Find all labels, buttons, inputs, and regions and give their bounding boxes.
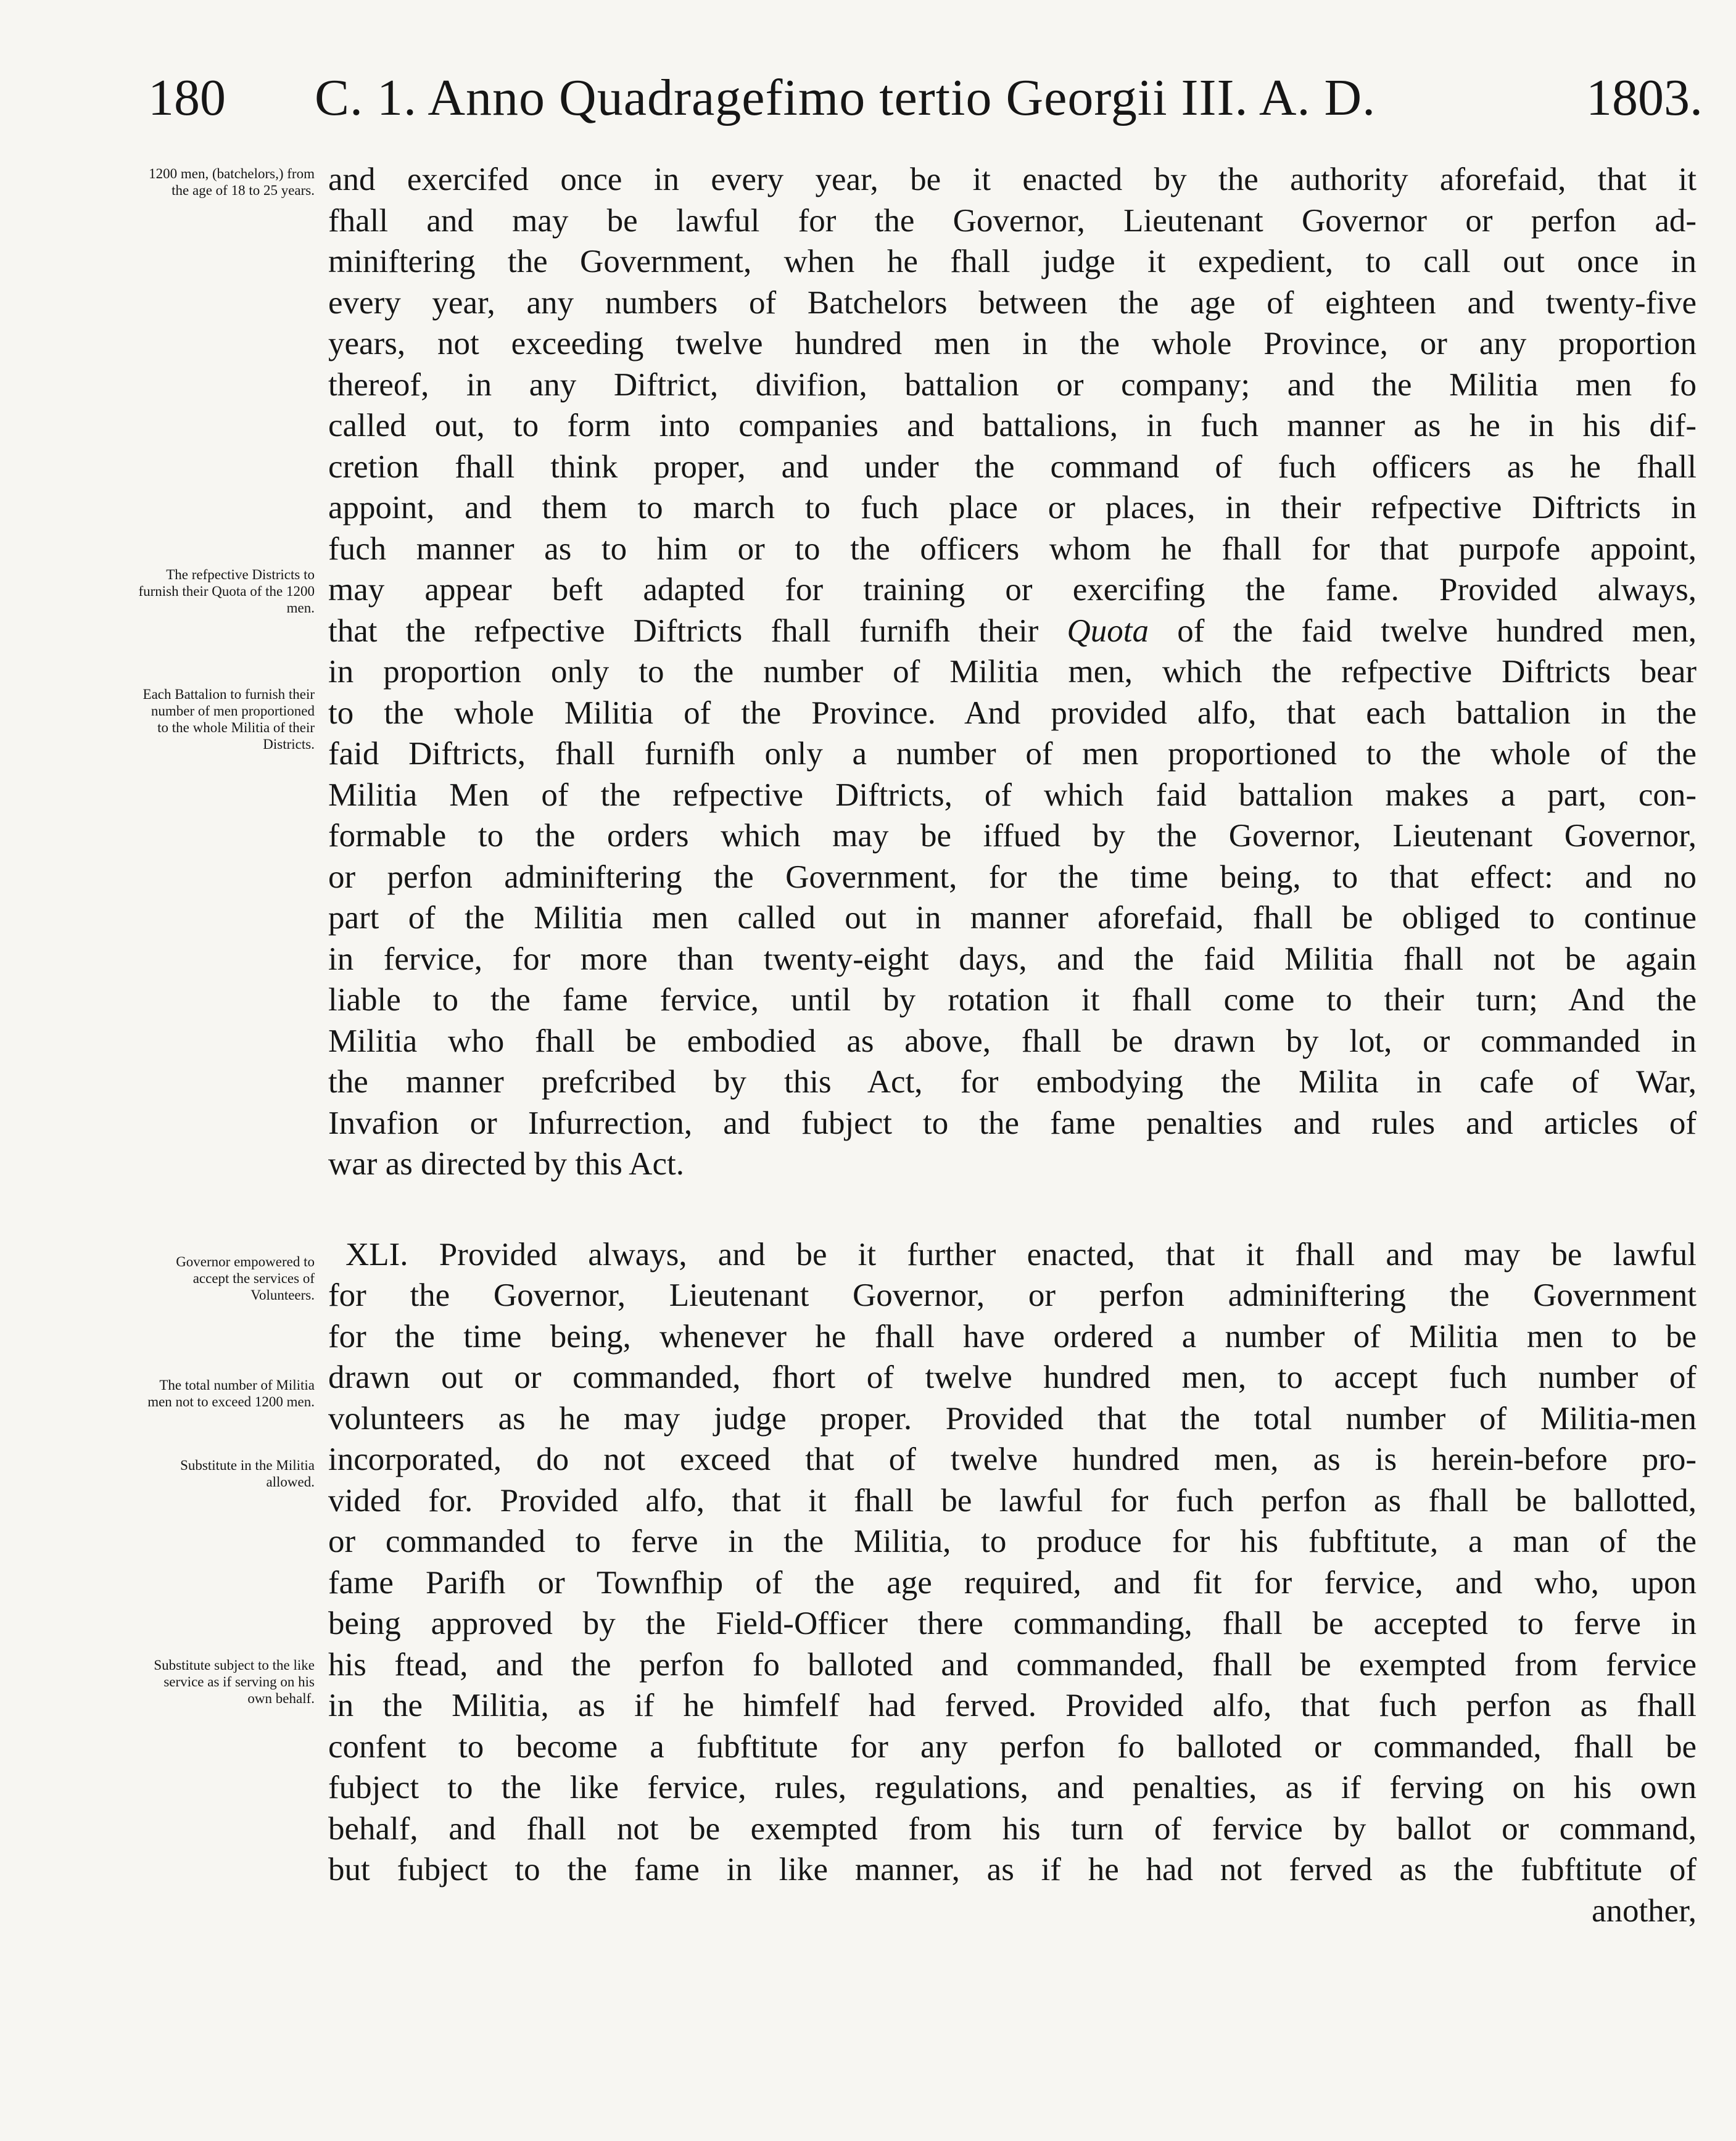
page-number: 180 — [148, 69, 226, 126]
text-line: liable to the fame fervice, until by rotation it fhall come to their turn; And the — [328, 982, 1697, 1018]
paragraph-2 — [328, 1234, 1697, 1932]
page-title: C. 1. Anno Quadragefimo tertio Georgii III. A. D. — [315, 69, 1376, 126]
text-line: fhall and may be lawful for the Governor, Lieutenant Governor or perfon ad- — [328, 202, 1697, 239]
text-line: volunteers as he may judge proper. Provided that the total number of Militia-men — [328, 1400, 1697, 1437]
header-year: 1803. — [1586, 69, 1703, 126]
margin-note: Governor empowered to accept the services of Volunteers. — [176, 1254, 315, 1303]
text-line: for the time being, whenever he fhall have ordered a number of Militia men to be — [328, 1318, 1697, 1355]
text-line: behalf, and fhall not be exempted from his turn of fervice by ballot or command, — [328, 1810, 1697, 1847]
text-line: every year, any numbers of Batchelors between the age of eighteen and twenty-five — [328, 284, 1697, 321]
text-line: fuch manner as to him or to the officers whom he fhall for that purpofe appoint, — [328, 530, 1697, 567]
text-line: years, not exceeding twelve hundred men in the whole Province, or any proportion — [328, 326, 1697, 361]
body-text — [328, 159, 1697, 1931]
margin-note: Substitute subject to the like service as if serving on his own behalf. — [154, 1657, 315, 1706]
text-line: in proportion only to the number of Militia men, which the refpective Diftricts bear — [328, 654, 1697, 690]
text-line: in fervice, for more than twenty-eight days, and the faid Militia fhall not be again — [328, 941, 1697, 977]
margin-note: The refpective Districts to furnish their Quota of the 1200 men. — [138, 567, 315, 616]
text-line: appoint, and them to march to fuch place or places, in their refpective Diftricts in — [328, 490, 1697, 526]
text-line: formable to the orders which may be iffued by the Governor, Lieutenant Governor, — [328, 818, 1697, 854]
running-header — [148, 68, 1703, 136]
text-line: his ftead, and the perfon fo balloted and commanded, fhall be exempted from fervice — [328, 1646, 1697, 1683]
paragraph-gap — [328, 1185, 1697, 1234]
text-line: the manner prefcribed by this Act, for embodying the Milita in cafe of War, — [328, 1064, 1697, 1100]
text-line: XLI. Provided always, and be it further enacted, that it fhall and may be lawful — [345, 1236, 1697, 1273]
text-line: Militia who fhall be embodied as above, fhall be drawn by lot, or commanded in — [328, 1023, 1697, 1059]
text-line: fame Parifh or Townfhip of the age required, and fit for fervice, and who, upon — [328, 1564, 1697, 1601]
text-line: or commanded to ferve in the Militia, to produce for his fubftitute, a man of the — [328, 1524, 1697, 1559]
text-line: incorporated, do not exceed that of twelve hundred men, as is herein-before pro- — [328, 1442, 1697, 1477]
text-line: in the Militia, as if he himfelf had ferved. Provided alfo, that fuch perfon as fhall — [328, 1688, 1697, 1723]
catchword: another, — [1591, 1892, 1697, 1929]
text-line: miniftering the Government, when he fhall judge it expedient, to call out once in — [328, 244, 1697, 279]
text-line: to the whole Militia of the Province. And provided alfo, that each battalion in the — [328, 695, 1697, 731]
text-line: and exercifed once in every year, be it enacted by the authority aforefaid, that it — [328, 162, 1697, 197]
text-line: fubject to the like fervice, rules, regulations, and penalties, as if ferving on his own — [328, 1770, 1697, 1805]
text-line: part of the Militia men called out in manner aforefaid, fhall be obliged to continue — [328, 900, 1697, 936]
text-fragment: of the faid twelve hundred men, — [1177, 613, 1697, 649]
text-line: Militia Men of the refpective Diftricts, of which faid battalion makes a part, con- — [328, 777, 1697, 813]
margin-note: Substitute in the Militia allowed. — [180, 1458, 315, 1490]
paragraph-1 — [328, 159, 1697, 1185]
text-line: for the Governor, Lieutenant Governor, or perfon adminiftering the Government — [328, 1277, 1697, 1313]
text-line: drawn out or commanded, fhort of twelve hundred men, to accept fuch number of — [328, 1359, 1697, 1395]
text-line: Invafion or Infurrection, and fubject to the fame penalties and rules and articles of — [328, 1105, 1697, 1141]
text-line-quota — [328, 611, 1697, 652]
text-line: faid Diftricts, fhall furnifh only a number of men proportioned to the whole of the — [328, 736, 1697, 772]
text-line: called out, to form into companies and battalions, in fuch manner as he in his dif- — [328, 408, 1697, 443]
text-line: war as directed by this Act. — [328, 1146, 684, 1182]
text-line: thereof, in any Diftrict, divifion, battalion or company; and the Militia men fo — [328, 366, 1697, 403]
margin-note: The total number of Militia men not to exceed 1200 men. — [147, 1377, 315, 1409]
text-fragment: that the refpective Diftricts fhall furnifh their — [328, 613, 1039, 649]
text-line: cretion fhall think proper, and under the command of fuch officers as he fhall — [328, 448, 1697, 485]
text-line: or perfon adminiftering the Government, for the time being, to that effect: and no — [328, 859, 1697, 895]
margin-note: 1200 men, (batchelors,) from the age of 18 to 25 years. — [149, 166, 315, 198]
margin-note: Each Battalion to furnish their number of men proportioned to the whole Militia of their Districts. — [143, 687, 315, 752]
quota-word: Quota — [1067, 613, 1149, 649]
text-line: vided for. Provided alfo, that it fhall be lawful for fuch perfon as fhall be ballotted, — [328, 1482, 1697, 1519]
text-line: confent to become a fubftitute for any perfon fo balloted or commanded, fhall be — [328, 1728, 1697, 1765]
text-line: but fubject to the fame in like manner, as if he had not ferved as the fubftitute of — [328, 1852, 1697, 1887]
text-line: may appear beft adapted for training or exercifing the fame. Provided always, — [328, 572, 1697, 608]
text-line: being approved by the Field-Officer there commanding, fhall be accepted to ferve in — [328, 1606, 1697, 1641]
